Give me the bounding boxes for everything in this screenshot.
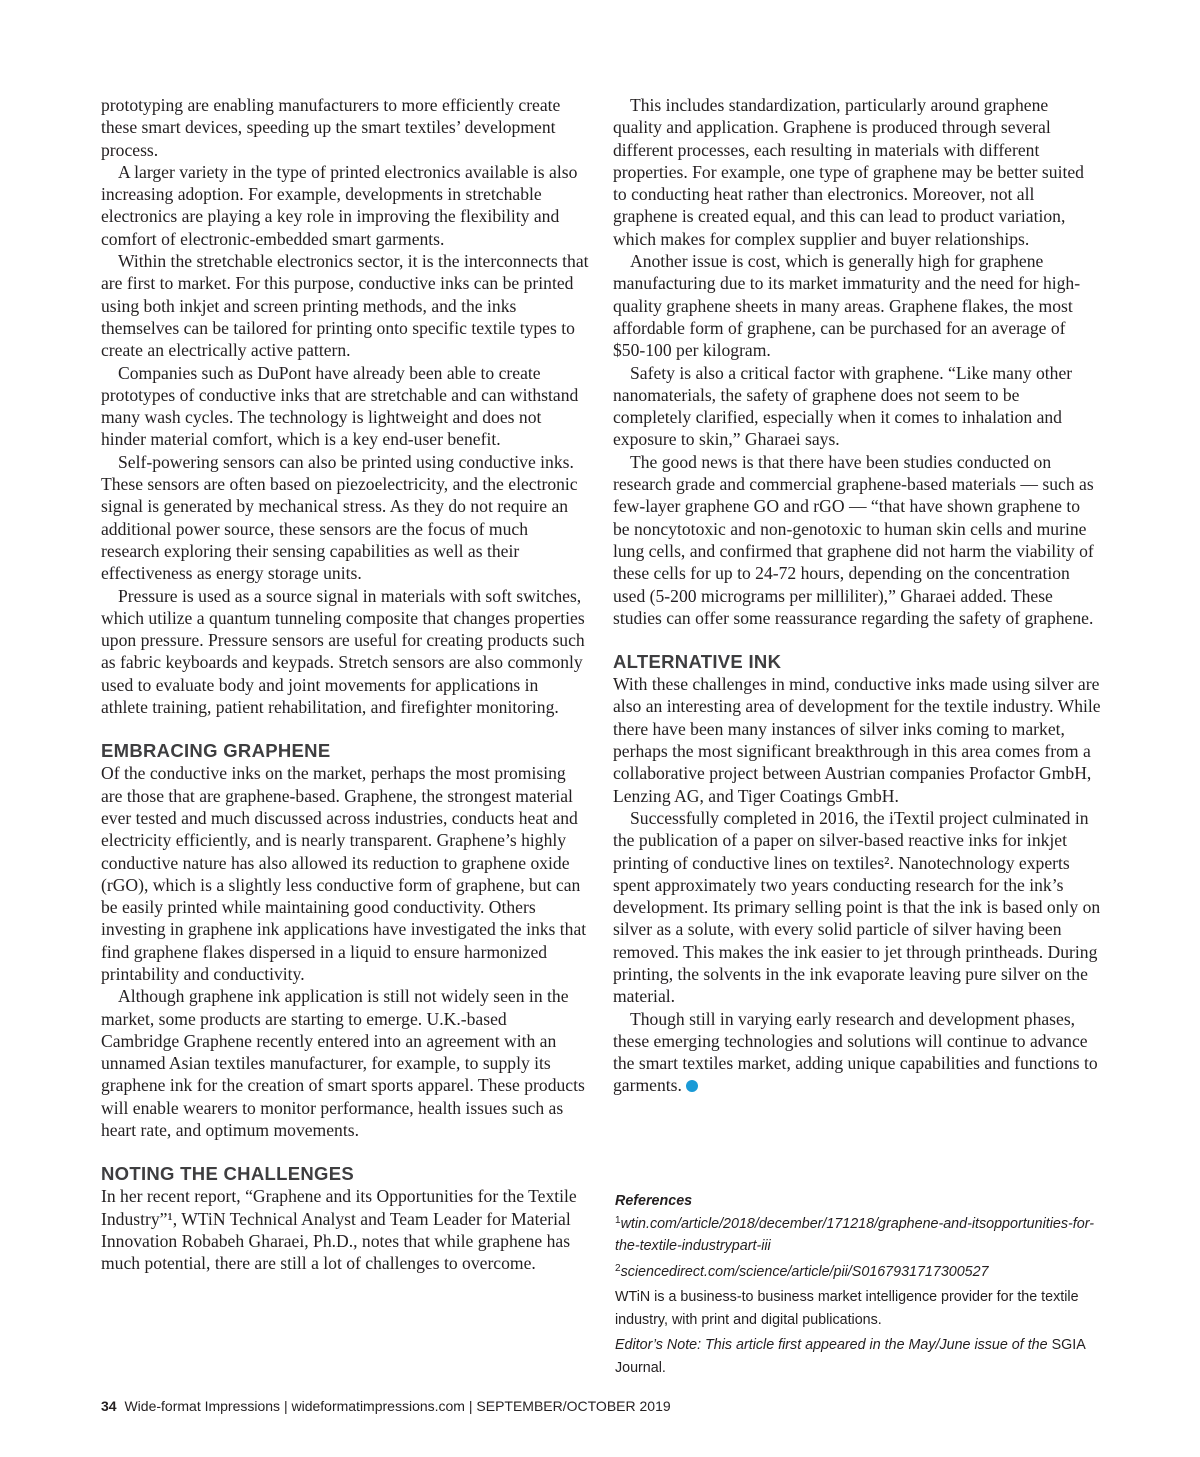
page-number: 34 [101, 1398, 117, 1414]
reference-item [615, 1213, 1103, 1258]
body-paragraph [613, 1008, 1101, 1097]
end-mark-dot-icon [686, 1080, 698, 1092]
reference-link: sciencedirect.com/science/article/pii/S0167931717300527 [620, 1263, 989, 1280]
body-paragraph: Successfully completed in 2016, the iTextil project culminated in the publication of a paper on silver-based reactive inks for inkjet printing of conductive lines on textiles². Nanotechnology experts spent approximately two years conducting research for the ink’s development. Its primary selling point is that the ink is based only on silver as a solute, with every solid particle of silver having been removed. This makes the ink easier to jet through printheads. During printing, the solvents in the ink evaporate leaving pure silver on the material. [613, 807, 1101, 1007]
body-paragraph: The good news is that there have been studies conducted on research grade and commercial graphene-based materials — such as few-layer graphene GO and rGO — “that have shown graphene to be noncytotoxic and non-genotoxic to human skin cells and murine lung cells, and confirmed that graphene did not harm the viability of these cells for up to 24-72 hours, depending on the concentration used (5-200 micrograms per milliliter),” Gharaei added. These studies can offer some reassurance regarding the safety of graphene. [613, 451, 1094, 628]
reference-link: wtin.com/article/2018/december/171218/graphene-and-itsopportunities-for-the-textile-industrypart-iii [615, 1215, 1094, 1254]
body-paragraph: With these challenges in mind, conductive inks made using silver are also an interesting area of development for the textile industry. While there have been many instances of silver inks coming to market, perhaps the most significant breakthrough in this area comes from a collaborative project between Austrian companies Profactor GmbH, Lenzing AG, and Tiger Coatings GmbH. [613, 674, 1101, 806]
reference-item [615, 1261, 1103, 1284]
body-paragraph: In her recent report, “Graphene and its Opportunities for the Textile Industry”¹, WTiN Technical Analyst and Team Leader for Material Innovation Robabeh Gharaei, Ph.D., notes that while graphene has much potential, there are still a lot of challenges to overcome. [101, 1186, 577, 1274]
section-heading-noting-the-challenges: NOTING THE CHALLENGES [101, 1163, 354, 1185]
body-paragraph: Safety is also a critical factor with graphene. “Like many other nanomaterials, the safety of graphene does not seem to be completely clarified, especially when it comes to inhalation and exposure to skin,” Gharaei says. [613, 362, 1073, 450]
body-paragraph: Of the conductive inks on the market, perhaps the most promising are those that are graphene-based. Graphene, the strongest material ever tested and much discussed across industries, conducts heat and electricity efficiently, and is nearly transparent. Graphene’s highly conductive nature has also allowed its reduction to graphene oxide (rGO), which is a slightly less conductive form of graphene, but can be easily printed while maintaining good conductivity. Others investing in graphene ink applications have investigated the inks that find graphene flakes dispersed in a liquid to ensure harmonized printability and conductivity. [101, 763, 587, 984]
section-heading-alternative-ink: ALTERNATIVE INK [613, 651, 782, 673]
body-paragraph: This includes standardization, particularly around graphene quality and application. Graphene is produced through several different processes, each resulting in materials with different properties. For example, one type of graphene may be better suited to conducting heat rather than electronics. Moreover, not all graphene is created equal, and this can lead to product variation, which makes for complex supplier and buyer relationships. [613, 95, 1084, 249]
editors-note-journal: SGIA Journal. [615, 1337, 1085, 1376]
body-paragraph: Pressure is used as a source signal in materials with soft switches, which utilize a quantum tunneling composite that changes properties upon pressure. Pressure sensors are useful for creating products such as fabric keyboards and keypads. Stretch sensors are also commonly used to evaluate body and joint movements for applications in athlete training, patient rehabilitation, and firefighter monitoring. [101, 585, 585, 718]
about-wtin: WTiN is a business-to business market intelligence provider for the textile industry, with print and digital publications. [615, 1289, 1079, 1328]
references-box [615, 1190, 1103, 1379]
body-paragraph: Although graphene ink application is still not widely seen in the market, some products are starting to emerge. U.K.-based Cambridge Graphene recently entered into an agreement with an unnamed Asian textiles manufacturer, for example, to supply its graphene ink for the creation of smart sports apparel. These products will enable wearers to monitor performance, health issues such as heart rate, and optimum movements. [101, 986, 585, 1141]
body-paragraph: Self-powering sensors can also be printed using conductive inks. These sensors are often based on piezoelectricity, and the electronic signal is generated by mechanical stress. As they do not require an additional power source, these sensors are the focus of much research exploring their sensing capabilities as well as their effectiveness as energy storage units. [101, 451, 578, 584]
right-column [613, 94, 1101, 1097]
references-heading: References [615, 1193, 693, 1209]
body-paragraph: Companies such as DuPont have already been able to create prototypes of conductive inks that are stretchable and can withstand many wash cycles. The technology is lightweight and does not hinder material comfort, which is a key end-user benefit. [101, 362, 579, 450]
body-paragraph: Within the stretchable electronics sector, it is the interconnects that are first to market. For this purpose, conductive inks can be printed using both inkjet and screen printing methods, and the inks themselves can be tailored for printing onto specific textile types to create an electrically active pattern. [101, 251, 589, 361]
body-paragraph: Another issue is cost, which is generally high for graphene manufacturing due to its market immaturity and the need for high-quality graphene sheets in many areas. Graphene flakes, the most affordable form of graphene, can be purchased for an average of $50-100 per kilogram. [613, 251, 1081, 361]
closing-paragraph-text: Though still in varying early research and development phases, these emerging technologies and solutions will continue to advance the smart textiles market, adding unique capabilities and functions to garments. [613, 1008, 1098, 1096]
footer-text: Wide-format Impressions | wideformatimpressions.com | SEPTEMBER/OCTOBER 2019 [124, 1398, 671, 1414]
editors-note [615, 1334, 1103, 1379]
reference-number: 2 [615, 1262, 621, 1274]
page-footer [101, 1398, 671, 1414]
left-column [101, 94, 589, 1275]
editors-note-italic: Editor’s Note: This article first appeared in the May/June issue of the [615, 1337, 1048, 1353]
body-paragraph: A larger variety in the type of printed electronics available is also increasing adoption. For example, developments in stretchable electronics are playing a key role in improving the flexibility and comfort of electronic-embedded smart garments. [101, 161, 578, 249]
section-heading-embracing-graphene: EMBRACING GRAPHENE [101, 740, 331, 762]
reference-number: 1 [615, 1214, 621, 1226]
body-paragraph: prototyping are enabling manufacturers to more efficiently create these smart devices, speeding up the smart textiles’ development process. [101, 95, 561, 160]
